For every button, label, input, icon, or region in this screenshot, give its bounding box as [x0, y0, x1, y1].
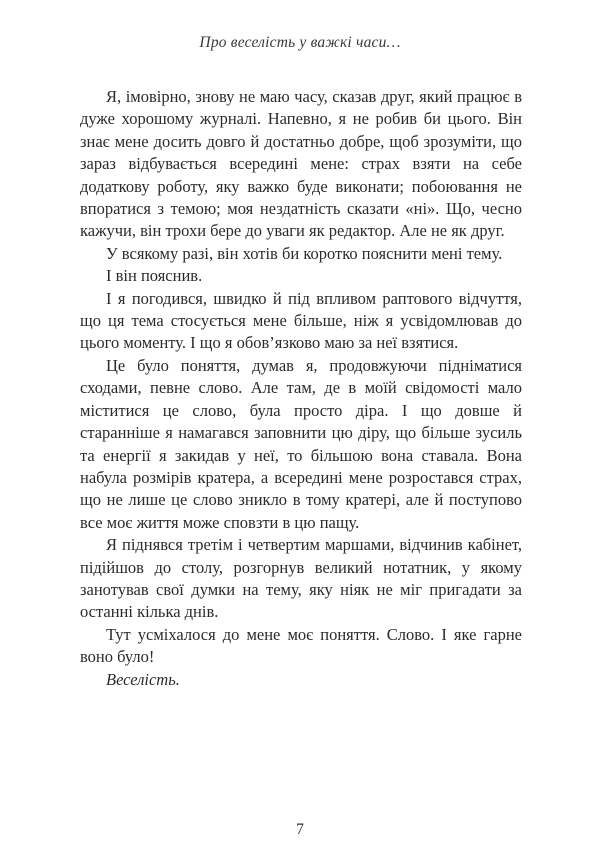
running-header: Про веселість у важкі часи… — [199, 34, 401, 51]
page-number: 7 — [296, 821, 304, 838]
paragraph: І він пояснив. — [106, 266, 203, 286]
paragraph: І я погодився, швидко й під впливом раптового відчуття, що ця тема стосується мене більше, ніж я усвідомлював до цього моменту. І що я обов’язково маю за неї взятися. — [80, 288, 522, 353]
body-text — [80, 86, 522, 691]
paragraph-emphasis: Веселість. — [106, 669, 180, 689]
paragraph: У всякому разі, він хотів би коротко пояснити мені тему. — [106, 243, 503, 263]
paragraph: Тут усміхалося до мене моє поняття. Слово. І яке гарне воно було! — [80, 624, 522, 667]
paragraph: Я піднявся третім і четвертим маршами, відчинив кабінет, підійшов до столу, розгорнув великий нотатник, у якому занотував свої думки на тему, яку ніяк не міг пригадати за останні кілька днів. — [80, 535, 522, 622]
paragraph: Це було поняття, думав я, продовжуючи підніматися сходами, певне слово. Але там, де в моїй свідомості мало міститися це слово, була просто діра. І що довше й старанніше я намагався заповнити цю діру, що більше зусиль та енергії я закидав у неї, то більшою вона ставала. Вона набула розмірів кратера, а всередині мене розростався страх, що не лише це слово зникло в тому кратері, але й поступово все моє життя може сповзти в цю пащу. — [80, 355, 522, 532]
paragraph: Я, імовірно, знову не маю часу, сказав друг, який працює в дуже хорошому журналі. Напевно, я не робив би цього. Він знає мене досить довго й достатньо добре, щоб зрозуміти, що зараз відбувається всередині мене: страх взяти на себе додаткову роботу, яку важко буде виконати; побоювання не впоратися з темою; моя нездатність сказати «ні». Що, чесно кажучи, він трохи бере до уваги як редактор. Але не як друг. — [80, 87, 522, 241]
